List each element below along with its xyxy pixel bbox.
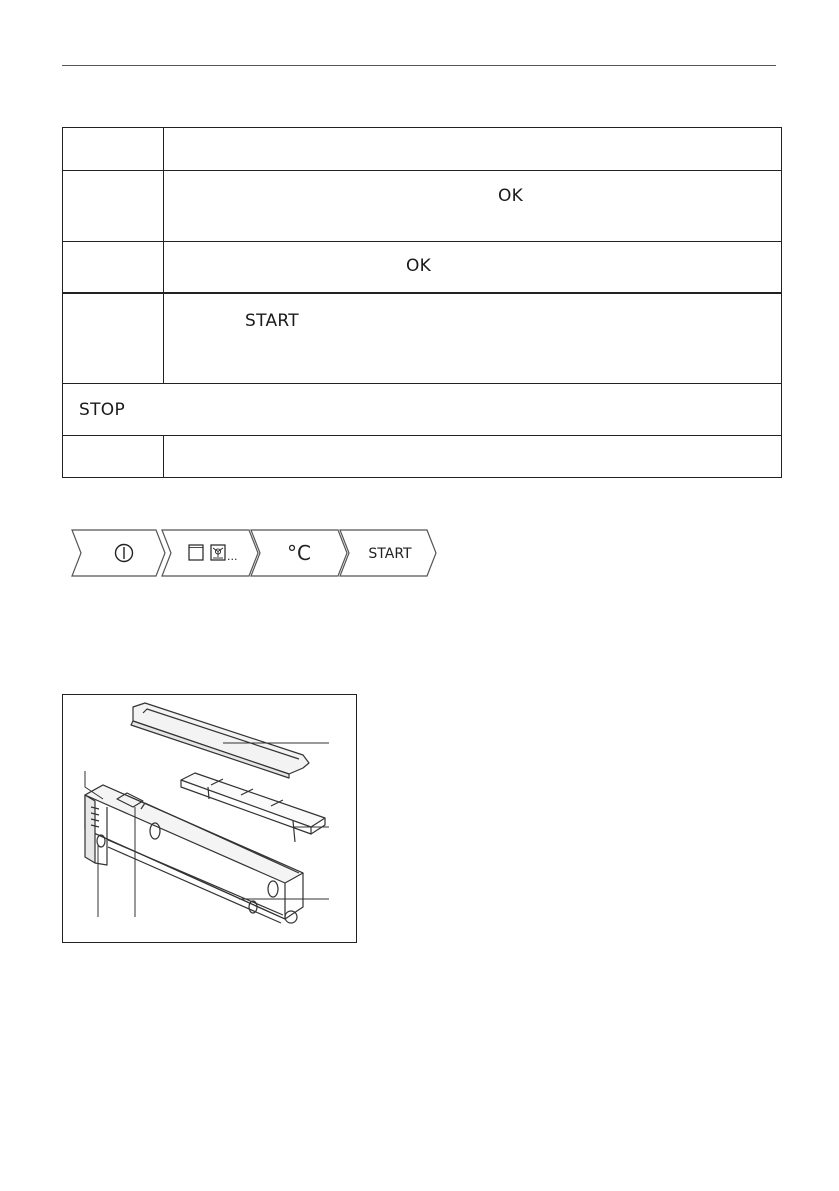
more-functions-suffix: ... xyxy=(227,550,238,563)
step-cell xyxy=(63,293,164,384)
assembly-figure xyxy=(62,694,357,943)
stop-label: STOP xyxy=(79,400,126,420)
step-full-cell xyxy=(63,384,782,436)
table-row xyxy=(63,436,782,478)
ok-button-label: OK xyxy=(498,186,524,206)
step-cell xyxy=(63,128,164,171)
start-button-label: START xyxy=(245,311,299,331)
ok-button-label: OK xyxy=(406,256,432,276)
step-text-cell xyxy=(164,128,782,171)
step-text-cell xyxy=(164,436,782,478)
start-label: START xyxy=(368,546,412,562)
table-row xyxy=(63,384,782,436)
steam-tray-assembly-drawing xyxy=(63,695,356,942)
temperature-label: °C xyxy=(287,541,311,565)
step-text-cell xyxy=(164,293,782,384)
table-row xyxy=(63,242,782,294)
step-text-cell xyxy=(164,242,782,294)
header-rule xyxy=(62,65,776,66)
step-cell xyxy=(63,436,164,478)
table-row xyxy=(63,128,782,171)
sequence-step xyxy=(162,530,258,576)
sequence-step xyxy=(72,530,165,576)
operation-sequence xyxy=(70,528,442,578)
steps-table xyxy=(62,127,782,478)
step-cell xyxy=(63,171,164,242)
step-cell xyxy=(63,242,164,294)
table-row xyxy=(63,293,782,384)
step-text-cell xyxy=(164,171,782,242)
table-row xyxy=(63,171,782,242)
